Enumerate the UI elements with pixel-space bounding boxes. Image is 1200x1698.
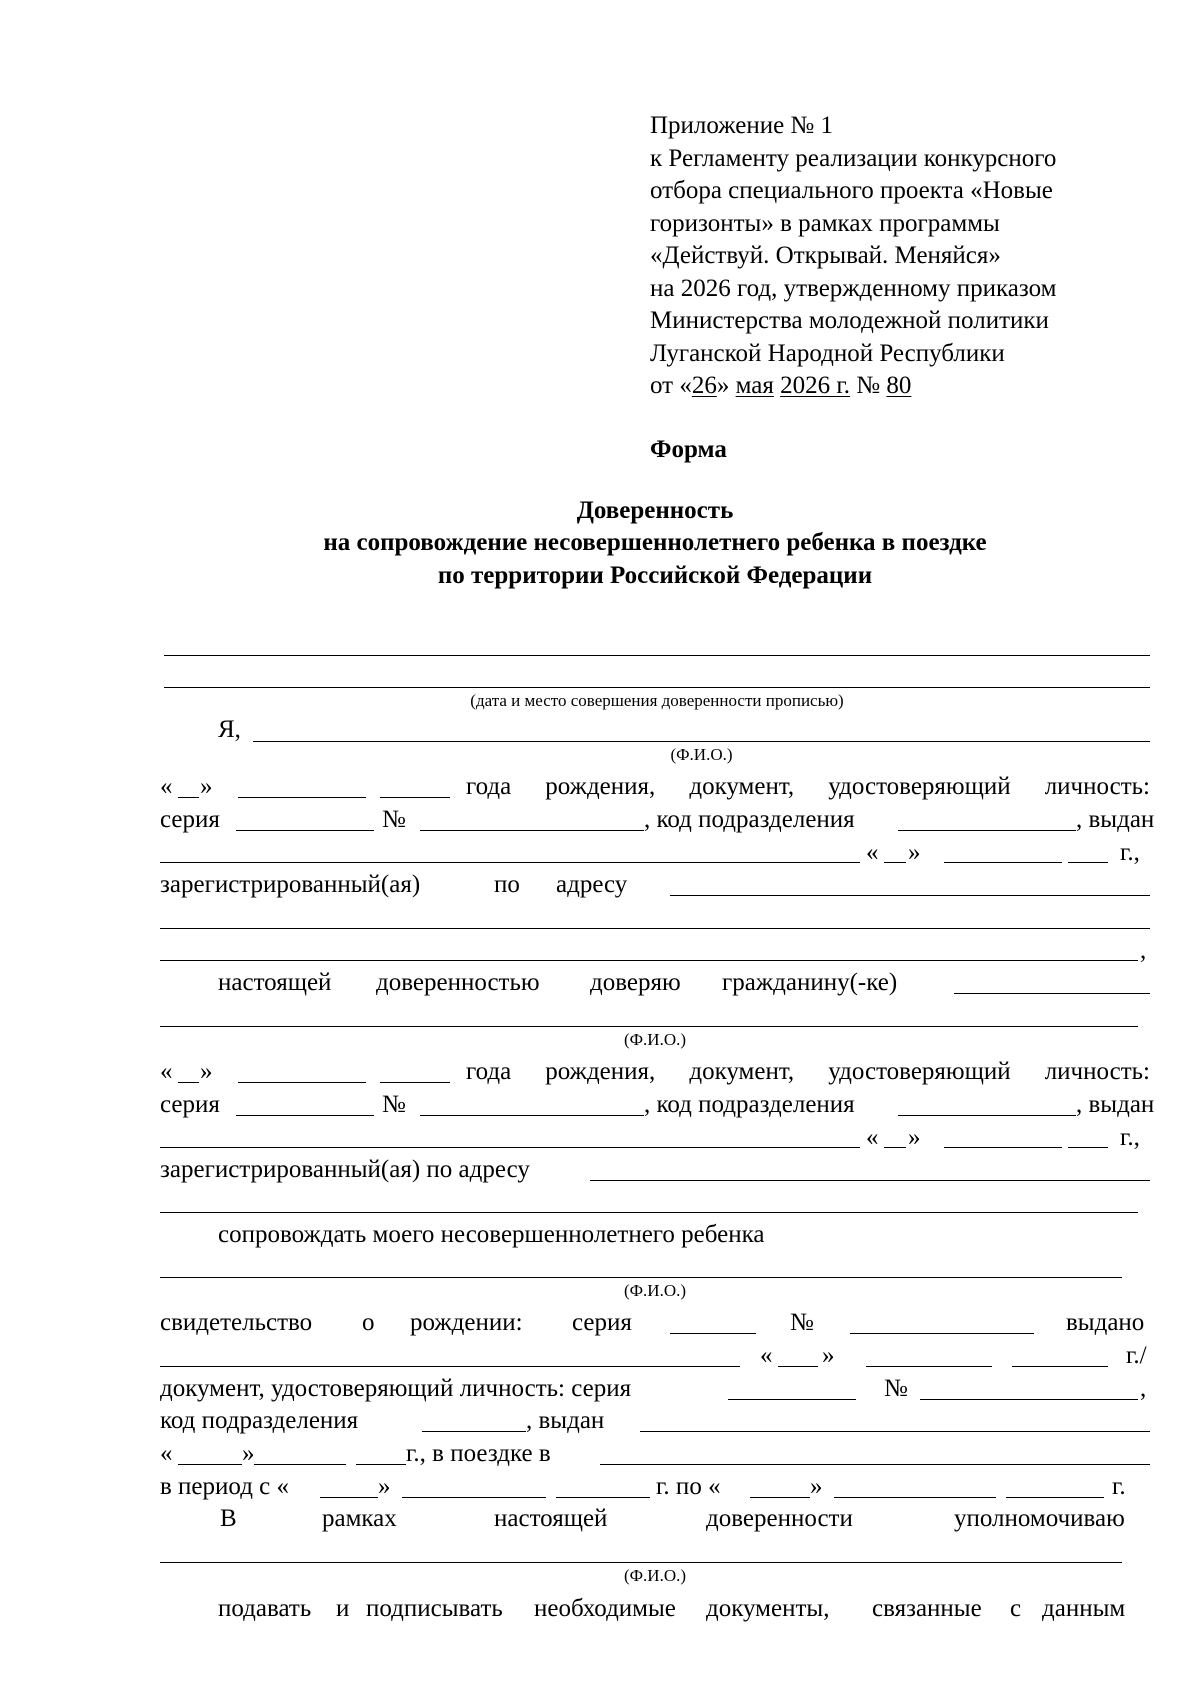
child-doc-day-field[interactable] bbox=[178, 1464, 242, 1465]
appendix-line: к Регламенту реализации конкурсного bbox=[650, 145, 1057, 172]
agent-birth-month-field[interactable] bbox=[238, 1082, 366, 1083]
child-doc-series-field[interactable] bbox=[728, 1399, 856, 1400]
agent-birth-day-field[interactable] bbox=[178, 1082, 199, 1083]
birth-cert-year-field[interactable] bbox=[1012, 1366, 1108, 1367]
order-day: 26 bbox=[691, 372, 717, 399]
period-to-day-field[interactable] bbox=[750, 1497, 810, 1498]
agent-fio-field-2[interactable] bbox=[160, 1026, 1138, 1027]
birth-cert-day-field[interactable] bbox=[778, 1366, 818, 1367]
period-to-year-field[interactable] bbox=[1006, 1497, 1104, 1498]
principal-fio-field[interactable] bbox=[253, 741, 1150, 742]
principal-issued-by-field[interactable] bbox=[160, 862, 860, 863]
principal-address-field-3[interactable] bbox=[160, 960, 1138, 961]
principal-birth-text: года рождения, документ, удостоверяющий личность: bbox=[466, 773, 1150, 800]
date-place-line-1[interactable] bbox=[164, 655, 1150, 656]
appendix-number: Приложение № 1 bbox=[650, 112, 834, 139]
appendix-line: Луганской Народной Республики bbox=[650, 340, 1005, 367]
principal-birth-day-field[interactable] bbox=[178, 797, 199, 798]
order-month: мая bbox=[735, 372, 774, 399]
child-doc-issued-by-field[interactable] bbox=[640, 1431, 1150, 1432]
trip-destination-field[interactable] bbox=[600, 1464, 1150, 1465]
ya-label: Я, bbox=[218, 716, 241, 743]
date-place-caption: (дата и место совершения доверенности прописью) bbox=[470, 691, 844, 710]
agent-fio-caption: (Ф.И.О.) bbox=[623, 1030, 687, 1049]
principal-series-field[interactable] bbox=[236, 830, 374, 831]
appendix-line: на 2026 год, утвержденному приказом bbox=[650, 275, 1057, 302]
agent-issued-day-field[interactable] bbox=[884, 1147, 906, 1148]
principal-code-field[interactable] bbox=[898, 830, 1076, 831]
child-doc-number-field[interactable] bbox=[920, 1399, 1138, 1400]
principal-birth-month-field[interactable] bbox=[238, 797, 366, 798]
period-to-month-field[interactable] bbox=[834, 1497, 996, 1498]
principal-birth-year-field[interactable] bbox=[380, 797, 450, 798]
principal-address-field-2[interactable] bbox=[160, 928, 1150, 929]
agent-address-field[interactable] bbox=[590, 1180, 1150, 1181]
appendix-line: «Действуй. Открывай. Меняйся» bbox=[650, 242, 1001, 269]
appendix-line: отбора специального проекта «Новые bbox=[650, 177, 1053, 204]
agent-address-field-2[interactable] bbox=[160, 1212, 1138, 1213]
authorized-fio-caption: (Ф.И.О.) bbox=[623, 1566, 687, 1585]
title-line: на сопровождение несовершеннолетнего ребенка в поездке bbox=[323, 529, 987, 556]
principal-number-field[interactable] bbox=[420, 830, 644, 831]
form-label: Форма bbox=[650, 436, 727, 463]
agent-issued-by-field[interactable] bbox=[160, 1147, 860, 1148]
agent-series-field[interactable] bbox=[236, 1115, 374, 1116]
birth-cert-month-field[interactable] bbox=[866, 1366, 992, 1367]
agent-birth-year-field[interactable] bbox=[380, 1082, 450, 1083]
agent-birth-text: года рождения, документ, удостоверяющий личность: bbox=[466, 1058, 1150, 1085]
principal-fio-caption: (Ф.И.О.) bbox=[670, 745, 733, 764]
child-doc-month-field[interactable] bbox=[254, 1464, 346, 1465]
title-line: Доверенность bbox=[576, 497, 734, 524]
principal-issued-day-field[interactable] bbox=[884, 862, 906, 863]
order-number: 80 bbox=[886, 372, 912, 399]
birth-cert-series-field[interactable] bbox=[670, 1333, 756, 1334]
agent-issued-year-field[interactable] bbox=[1068, 1147, 1108, 1148]
agent-code-field[interactable] bbox=[898, 1115, 1076, 1116]
principal-address-field[interactable] bbox=[670, 895, 1150, 896]
agent-issued-month-field[interactable] bbox=[944, 1147, 1062, 1148]
child-doc-code-field[interactable] bbox=[422, 1431, 526, 1432]
appendix-line: Министерства молодежной политики bbox=[650, 307, 1049, 334]
accompany-text: сопровождать моего несовершеннолетнего ребенка bbox=[218, 1221, 765, 1248]
child-doc-year-field[interactable] bbox=[356, 1464, 406, 1465]
period-from-day-field[interactable] bbox=[320, 1497, 378, 1498]
birth-cert-issued-by-field[interactable] bbox=[160, 1366, 740, 1367]
order-year: 2026 г. bbox=[780, 372, 851, 399]
principal-issued-month-field[interactable] bbox=[944, 862, 1062, 863]
appendix-line: горизонты» в рамках программы bbox=[650, 210, 1000, 237]
period-from-year-field[interactable] bbox=[556, 1497, 650, 1498]
authorized-fio-field[interactable] bbox=[160, 1562, 1122, 1563]
birth-cert-number-field[interactable] bbox=[850, 1333, 1034, 1334]
document-page: Приложение № 1 к Регламенту реализации конкурсного отбора специального проекта «Новые горизонты» в рамках программы «Действуй. Открывай. Меняйся» на 2026 год, утвержденному приказом Министерства молодежной политики Луганской Народной Республики от «26» мая 2026 г. № 80 Форма Доверенность на сопровождение несовершеннолетнего ребенка в поездке по территории Российской Федерации (дата и место совершения доверенности прописью) Я, (Ф.И.О.) « » года рождения, документ, удостоверяющий личность: серия № , код подразделения , выдан « » г., зарегистрированный(ая) по адресу , настоящей доверенностью доверяю гражданину(-ке) (Ф.И.О.) « » года рождения, документ, удостоверяющий личность: серия № , код подразделения , выдан « » г., зарегистрированный(ая) по адресу сопровождать моего несовершеннолетнего ребенка (Ф.И.О.) свидетельство о рождении: серия № выдано « » г./ документ, удостоверяющий личность: серия № , код подразделения , выдан « » г., в поездке в в период с « » г. по « » г. В рамках настоящей доверенности уполномочиваю (Ф.И.О.) подавать и подписывать необходимые документы, связанные с данным bbox=[160, 112, 1155, 1622]
title-line: по территории Российской Федерации bbox=[437, 562, 873, 589]
principal-issued-year-field[interactable] bbox=[1068, 862, 1108, 863]
order-reference: от «26» мая 2026 г. № 80 bbox=[650, 372, 912, 399]
agent-number-field[interactable] bbox=[420, 1115, 644, 1116]
period-from-month-field[interactable] bbox=[402, 1497, 546, 1498]
agent-fio-field[interactable] bbox=[954, 993, 1150, 994]
child-fio-field[interactable] bbox=[160, 1277, 1122, 1278]
date-place-line-2[interactable] bbox=[164, 687, 1150, 688]
child-fio-caption: (Ф.И.О.) bbox=[623, 1281, 687, 1300]
